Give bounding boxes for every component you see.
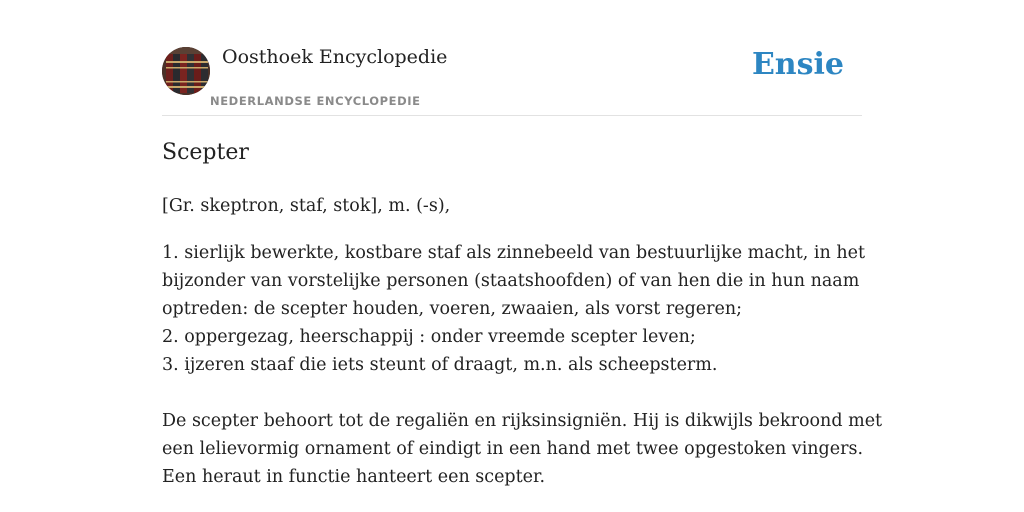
definition-line: optreden: de scepter houden, voeren, zwaaien, als vorst regeren;: [162, 299, 743, 319]
definition-line: 1. sierlijk bewerkte, kostbare staf als zinnebeeld van bestuurlijke macht, in het: [162, 243, 865, 263]
paragraph-line: De scepter behoort tot de regaliën en rijksinsigniën. Hij is dikwijls bekroond met: [162, 411, 883, 431]
site-header: [162, 0, 862, 116]
entry-body: [162, 239, 883, 491]
site-subtitle: NEDERLANDSE ENCYCLOPEDIE: [210, 94, 421, 108]
site-logo-avatar[interactable]: [162, 47, 210, 95]
paragraph-line: een lelievormig ornament of eindigt in een hand met twee opgestoken vingers.: [162, 439, 864, 459]
article-page: [162, 0, 883, 487]
book-spines-icon: [162, 47, 210, 95]
paragraph-line: Een heraut in functie hanteert een scepter.: [162, 467, 546, 487]
ensie-brand-link[interactable]: Ensie: [751, 47, 844, 82]
paragraph-gap: [162, 379, 852, 407]
definition-line: bijzonder van vorstelijke personen (staatshoofden) of van hen die in hun naam: [162, 271, 860, 291]
entry-etymology: [Gr. skeptron, staf, stok], m. (-s),: [162, 196, 451, 216]
definition-line: 2. oppergezag, heerschappij : onder vreemde scepter leven;: [162, 327, 696, 347]
definition-line: 3. ijzeren staaf die iets steunt of draagt, m.n. als scheepsterm.: [162, 355, 718, 375]
entry-title: Scepter: [162, 140, 249, 165]
site-name[interactable]: Oosthoek Encyclopedie: [222, 46, 448, 68]
